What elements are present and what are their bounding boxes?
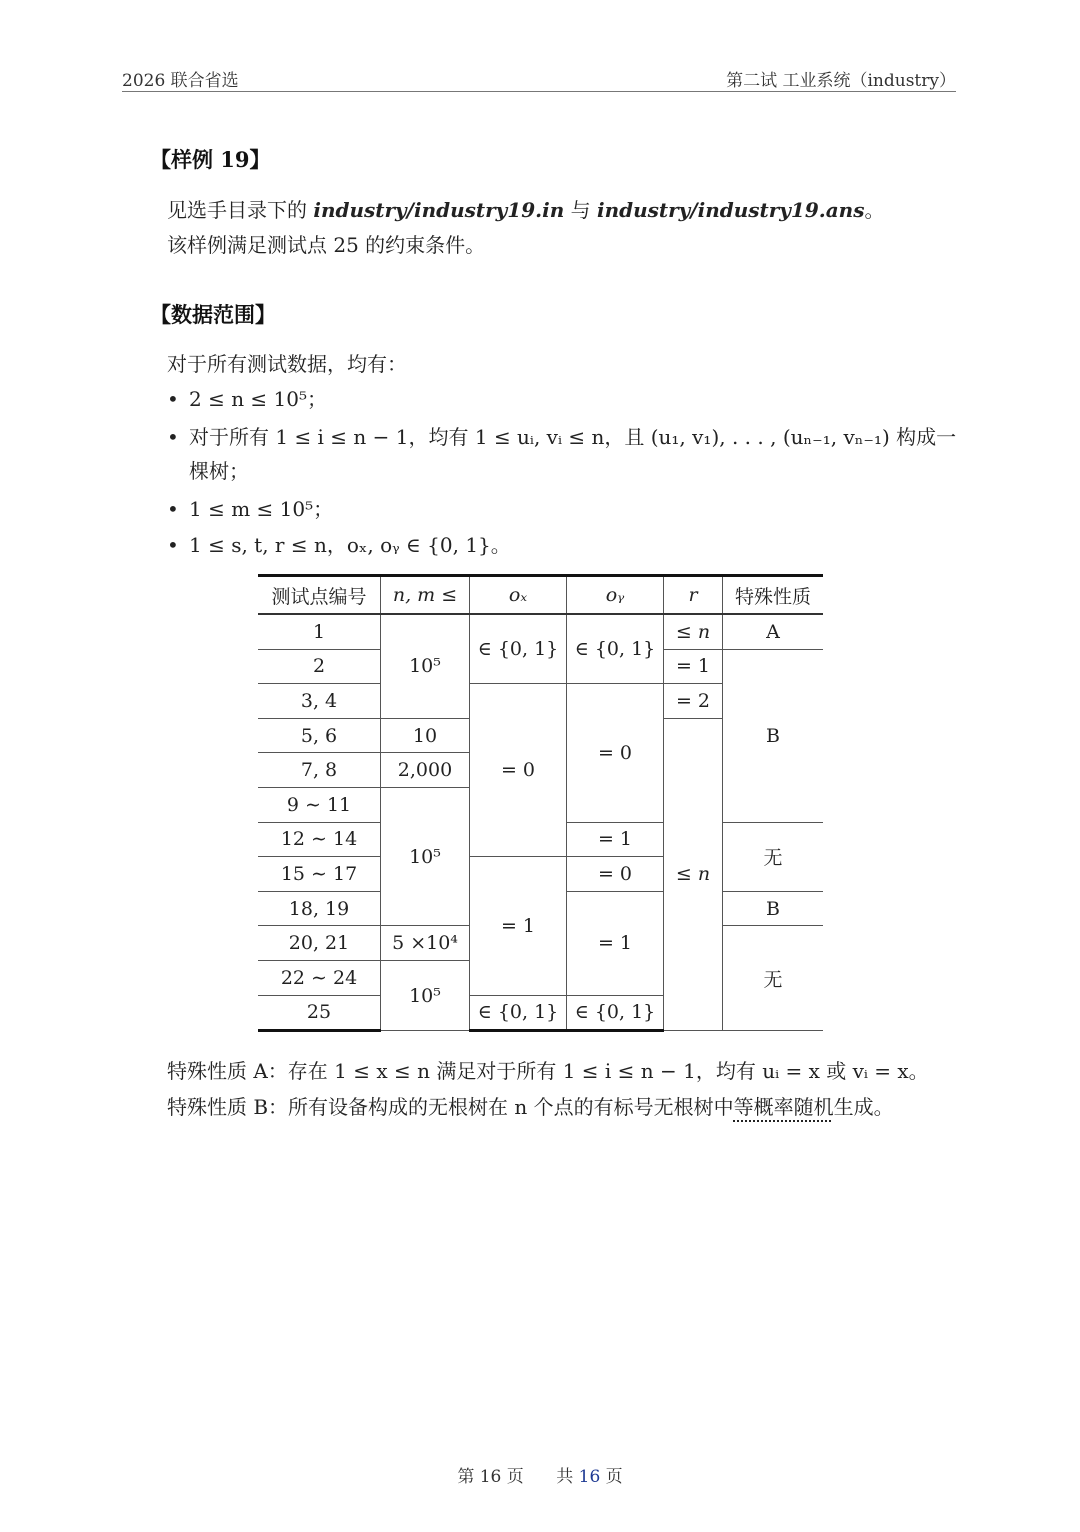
cell-nm: 5 ×10⁴ <box>381 926 470 961</box>
header-rule <box>122 91 956 92</box>
cell-r: ≤ n <box>664 614 723 649</box>
constraint-item: • 2 ≤ n ≤ 10⁵； <box>167 384 957 414</box>
sample-line-1-mid: 与 <box>564 198 597 222</box>
table-header-row <box>258 576 823 615</box>
cell-nm: 2,000 <box>381 753 470 788</box>
footer-total-pre: 共 <box>556 1467 574 1487</box>
cell-testcase: 20, 21 <box>258 926 381 961</box>
cell-testcase: 5, 6 <box>258 718 381 753</box>
range-title: 【数据范围】 <box>150 302 276 327</box>
col-header-ox: oₓ <box>470 576 567 615</box>
cell-property: B <box>723 649 824 822</box>
col-header-nm: n, m ≤ <box>381 576 470 615</box>
note-property-b <box>167 1091 894 1120</box>
cell-testcase: 12 ∼ 14 <box>258 822 381 857</box>
cell-ox: ∈ {0, 1} <box>470 614 567 684</box>
range-intro: 对于所有测试数据，均有： <box>167 352 407 376</box>
cell-ox: = 0 <box>470 684 567 857</box>
sample-line-1-end: 。 <box>864 198 885 222</box>
constraint-list <box>167 384 957 566</box>
sample-line-1 <box>167 194 884 223</box>
constraint-item: • 1 ≤ s, t, r ≤ n，oₓ, oᵧ ∈ {0, 1}。 <box>167 530 957 560</box>
col-header-testcase: 测试点编号 <box>258 576 381 615</box>
cell-ox: = 1 <box>470 857 567 995</box>
cell-nm: 10 <box>381 718 470 753</box>
footer-total-num: 16 <box>578 1467 601 1487</box>
cell-property: 无 <box>723 926 824 1031</box>
constraint-item: • 对于所有 1 ≤ i ≤ n − 1，均有 1 ≤ uᵢ, vᵢ ≤ n，且 (u₁, v₁), . . . , (uₙ₋₁, vₙ₋₁) 构成一棵树； <box>167 420 957 488</box>
col-header-r: r <box>664 576 723 615</box>
footer-page-post: 页 <box>506 1467 524 1487</box>
table-row <box>258 614 823 649</box>
cell-property: B <box>723 891 824 926</box>
cell-r: ≤ n <box>664 718 723 1030</box>
page-header-right: 第二试 工业系统（industry） <box>726 71 956 91</box>
col-header-property: 特殊性质 <box>723 576 824 615</box>
cell-oy: ∈ {0, 1} <box>567 614 664 684</box>
cell-testcase: 7, 8 <box>258 753 381 788</box>
subtask-table <box>258 574 823 1032</box>
cell-oy: = 1 <box>567 822 664 857</box>
cell-testcase: 9 ∼ 11 <box>258 787 381 822</box>
sample-line-2: 该样例满足测试点 25 的约束条件。 <box>167 233 486 257</box>
cell-testcase: 3, 4 <box>258 684 381 719</box>
sample-title: 【样例 19】 <box>150 147 271 172</box>
note-b-emphasis: 等概率随机 <box>733 1095 834 1119</box>
cell-ox: ∈ {0, 1} <box>470 995 567 1031</box>
page-header-left: 2026 联合省选 <box>122 71 239 91</box>
cell-testcase: 25 <box>258 995 381 1031</box>
cell-testcase: 22 ∼ 24 <box>258 960 381 995</box>
col-header-oy: oᵧ <box>567 576 664 615</box>
note-b-post: 生成。 <box>833 1095 894 1119</box>
cell-nm: 10⁵ <box>381 960 470 1030</box>
cell-nm: 10⁵ <box>381 787 470 925</box>
file-ans: industry/industry19.ans <box>596 198 865 222</box>
footer-page-num: 16 <box>479 1467 502 1487</box>
cell-testcase: 1 <box>258 614 381 649</box>
cell-oy: = 0 <box>567 857 664 892</box>
note-property-a: 特殊性质 A：存在 1 ≤ x ≤ n 满足对于所有 1 ≤ i ≤ n − 1，均有 uᵢ = x 或 vᵢ = x。 <box>167 1059 929 1083</box>
footer-total-post: 页 <box>605 1467 623 1487</box>
cell-oy: = 0 <box>567 684 664 822</box>
cell-oy: = 1 <box>567 891 664 995</box>
page-footer <box>0 1462 1080 1487</box>
note-b-pre: 特殊性质 B：所有设备构成的无根树在 n 个点的有标号无根树中 <box>167 1095 734 1119</box>
cell-nm: 10⁵ <box>381 614 470 718</box>
footer-page-pre: 第 <box>457 1467 475 1487</box>
cell-testcase: 18, 19 <box>258 891 381 926</box>
constraint-item: • 1 ≤ m ≤ 10⁵； <box>167 494 957 524</box>
cell-property: 无 <box>723 822 824 891</box>
cell-r: = 2 <box>664 684 723 719</box>
cell-oy: ∈ {0, 1} <box>567 995 664 1031</box>
cell-testcase: 2 <box>258 649 381 684</box>
sample-line-1-pre: 见选手目录下的 <box>167 198 314 222</box>
file-in: industry/industry19.in <box>313 198 565 222</box>
cell-testcase: 15 ∼ 17 <box>258 857 381 892</box>
cell-r: = 1 <box>664 649 723 684</box>
cell-property: A <box>723 614 824 649</box>
